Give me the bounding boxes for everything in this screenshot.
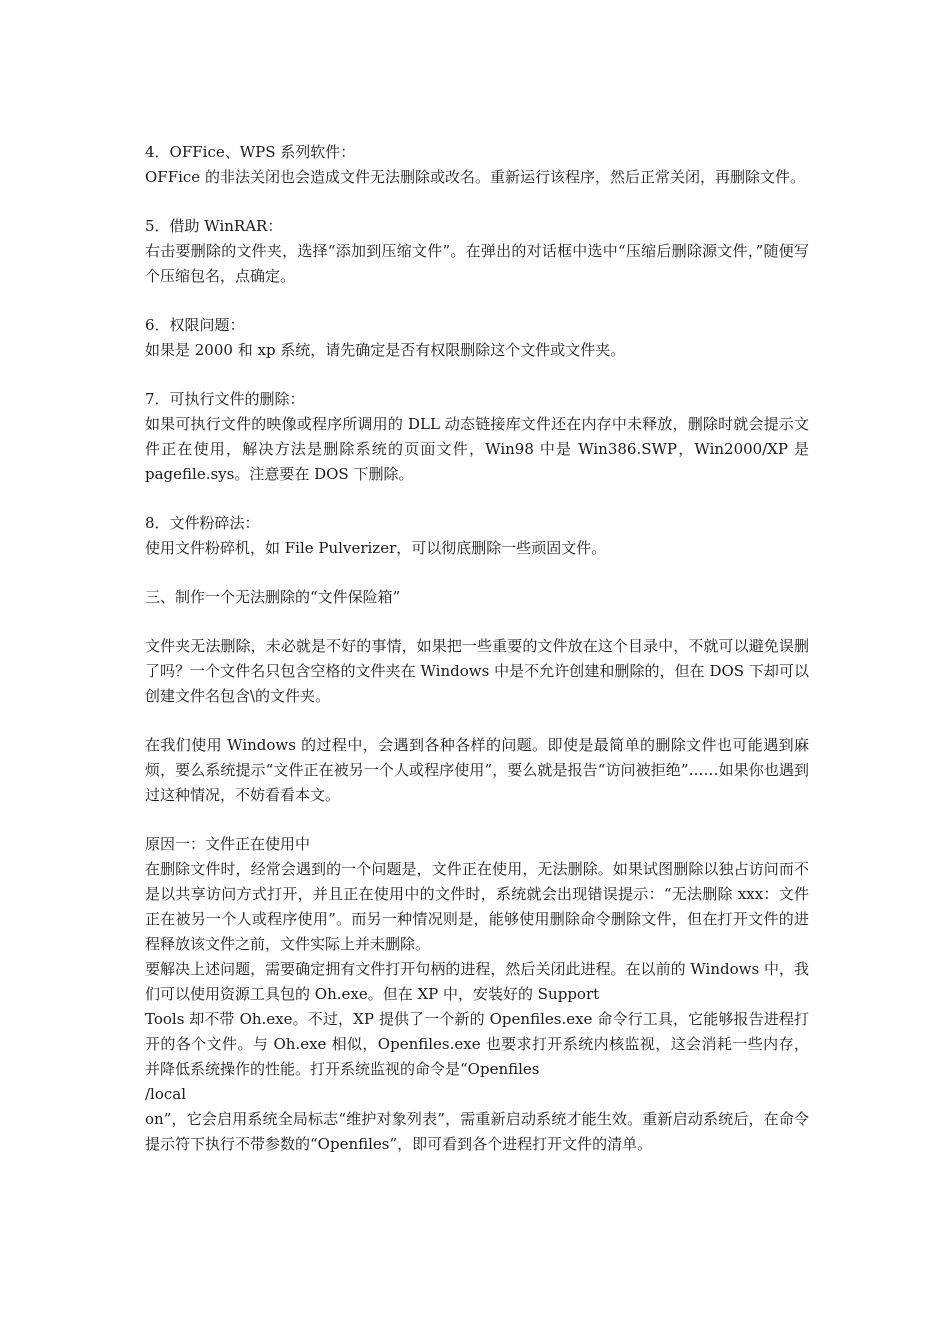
paragraph-text: /local <box>145 1085 187 1103</box>
paragraph-text: on”，它会启用系统全局标志“维护对象列表”，需重新启动系统才能生效。重新启动系统后，在命令提示符下执行不带参数的“Openfiles”，即可看到各个进程打开文件的清单。 <box>145 1110 809 1153</box>
paragraph-folder <box>145 634 809 709</box>
section-three-title <box>145 585 809 610</box>
paragraph-text: 要解决上述问题，需要确定拥有文件打开句柄的进程，然后关闭此进程。在以前的 Windows 中，我们可以使用资源工具包的 Oh.exe。但在 XP 中，安装好的 Support <box>145 960 809 1003</box>
section-heading: 5．借助 WinRAR： <box>145 217 283 235</box>
paragraph-text: Tools 却不带 Oh.exe。不过，XP 提供了一个新的 Openfiles.exe 命令行工具，它能够报告进程打开的各个文件。与 Oh.exe 相似，Openfiles.exe 也要求打开系统内核监视，这会消耗一些内存，并降低系统操作的性能。打开系统监视的命令是“Openfiles <box>145 1010 809 1078</box>
paragraph-intro <box>145 733 809 808</box>
paragraph-text: 文件夹无法删除，未必就是不好的事情，如果把一些重要的文件放在这个目录中，不就可以避免误删了吗？一个文件名只包含空格的文件夹在 Windows 中是不允许创建和删除的，但在 DOS 下却可以创建文件名包含\的文件夹。 <box>145 637 809 705</box>
section-body: 如果可执行文件的映像或程序所调用的 DLL 动态链接库文件还在内存中未释放，删除时就会提示文件正在使用，解决方法是删除系统的页面文件，Win98 中是 Win386.SWP，Win2000/XP 是 pagefile.sys。注意要在 DOS 下删除。 <box>145 415 809 483</box>
section-winrar <box>145 214 809 289</box>
paragraph-text: 在删除文件时，经常会遇到的一个问题是，文件正在使用，无法删除。如果试图删除以独占访问而不是以共享访问方式打开，并且正在使用中的文件时，系统就会出现错误提示：“无法删除 xxx：文件正在被另一个人或程序使用”。而另一种情况则是，能够使用删除命令删除文件，但在打开文件的进程释放该文件之前，文件实际上并未删除。 <box>145 860 809 953</box>
section-reason-one <box>145 832 809 1157</box>
section-office-wps <box>145 140 809 190</box>
section-title: 三、制作一个无法删除的“文件保险箱” <box>145 588 401 606</box>
section-heading: 原因一：文件正在使用中 <box>145 835 311 853</box>
section-body: OFFice 的非法关闭也会造成文件无法删除或改名。重新运行该程序，然后正常关闭，再删除文件。 <box>145 168 805 186</box>
paragraph-text: 在我们使用 Windows 的过程中，会遇到各种各样的问题。即使是最简单的删除文件也可能遇到麻烦，要么系统提示“文件正在被另一个人或程序使用”，要么就是报告“访问被拒绝”……如果你也遇到过这种情况，不妨看看本文。 <box>145 736 809 804</box>
document-page <box>145 140 809 1157</box>
section-heading: 8．文件粉碎法： <box>145 514 260 532</box>
section-heading: 6．权限问题： <box>145 316 245 334</box>
section-permissions <box>145 313 809 363</box>
section-body: 右击要删除的文件夹，选择“添加到压缩文件”。在弹出的对话框中选中“压缩后删除源文件，”随便写个压缩包名，点确定。 <box>145 242 809 285</box>
section-body: 如果是 2000 和 xp 系统，请先确定是否有权限删除这个文件或文件夹。 <box>145 341 626 359</box>
section-heading: 4．OFFice、WPS 系列软件： <box>145 143 356 161</box>
section-executable <box>145 387 809 487</box>
section-heading: 7．可执行文件的删除： <box>145 390 305 408</box>
section-shredder <box>145 511 809 561</box>
section-body: 使用文件粉碎机，如 File Pulverizer，可以彻底删除一些顽固文件。 <box>145 539 607 557</box>
